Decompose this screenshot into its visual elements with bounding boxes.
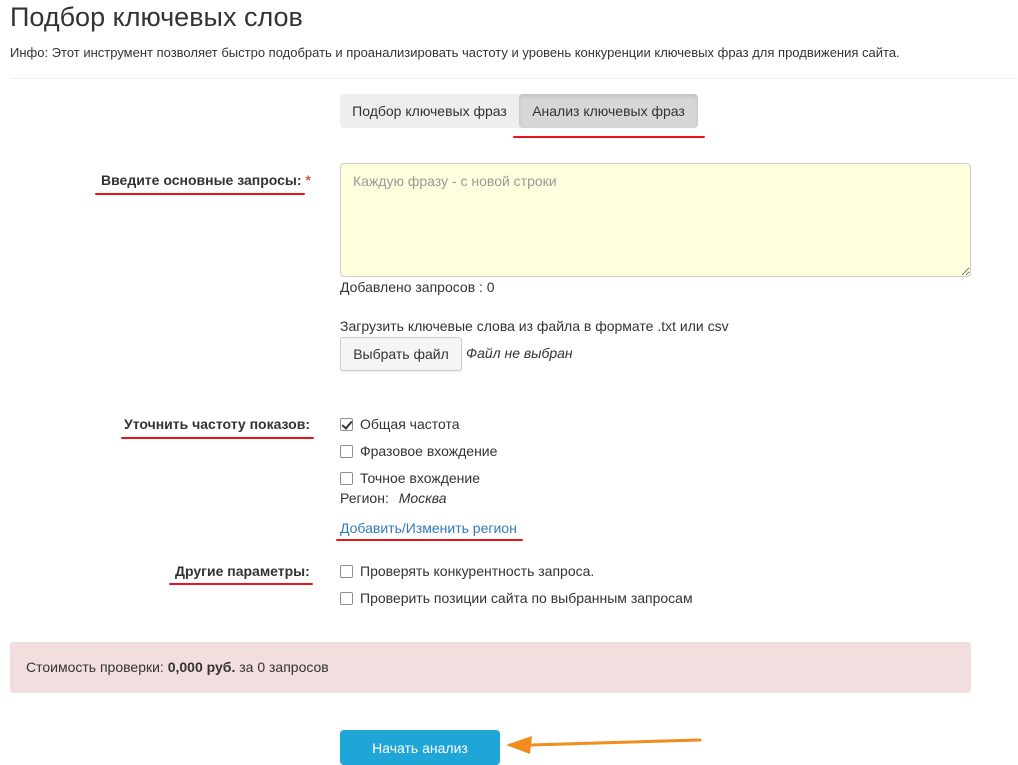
region-value: Москва [398,490,447,506]
checkbox-phrase[interactable] [340,445,353,458]
freq-option-phrase[interactable]: Фразовое вхождение [340,443,497,459]
file-upload-hint: Загрузить ключевые слова из файла в формате .txt или csv [340,318,729,334]
annotation-arrow-icon [500,728,710,758]
freq-option-total[interactable]: Общая частота [340,416,460,432]
frequency-label: Уточнить частоту показов: [124,416,310,432]
start-analysis-button[interactable]: Начать анализ [340,730,500,765]
info-text: Инфо: Этот инструмент позволяет быстро подобрать и проанализировать частоту и уровень конкуренции ключевых фраз для продвижения сайта. [10,45,900,60]
file-status: Файл не выбран [466,345,573,361]
divider [10,78,1017,79]
change-region-link[interactable]: Добавить/Изменить регион [340,520,517,536]
queries-textarea[interactable] [340,163,971,277]
region-label: Регион: [340,490,389,506]
cost-prefix: Стоимость проверки: [26,659,164,675]
required-mark: * [305,172,311,188]
checkbox-total[interactable] [340,418,353,431]
other-option-competition[interactable]: Проверять конкурентность запроса. [340,563,594,579]
checkbox-exact[interactable] [340,472,353,485]
choose-file-button[interactable]: Выбрать файл [340,337,462,371]
annotation-underline-tab [513,136,705,138]
cost-suffix: за 0 запросов [239,659,329,675]
page-title: Подбор ключевых слов [10,2,303,32]
checkbox-positions[interactable] [340,592,353,605]
region-row [340,490,447,506]
annotation-underline-other [169,583,313,585]
other-option-positions[interactable]: Проверить позиции сайта по выбранным запросам [340,590,693,606]
freq-option-exact[interactable]: Точное вхождение [340,470,480,486]
cost-amount: 0,000 руб. [167,659,236,675]
annotation-underline-queries [95,193,305,195]
cost-box [10,642,971,693]
other-params-label: Другие параметры: [175,563,310,579]
annotation-underline-region [336,539,523,541]
queries-count: Добавлено запросов : 0 [340,279,495,295]
annotation-underline-frequency [121,437,314,439]
mode-tabs [340,94,698,128]
tab-keyword-selection[interactable]: Подбор ключевых фраз [352,103,507,119]
checkbox-competition[interactable] [340,565,353,578]
queries-label: Введите основные запросы: * [101,172,311,188]
tab-keyword-analysis[interactable]: Анализ ключевых фраз [519,94,698,128]
